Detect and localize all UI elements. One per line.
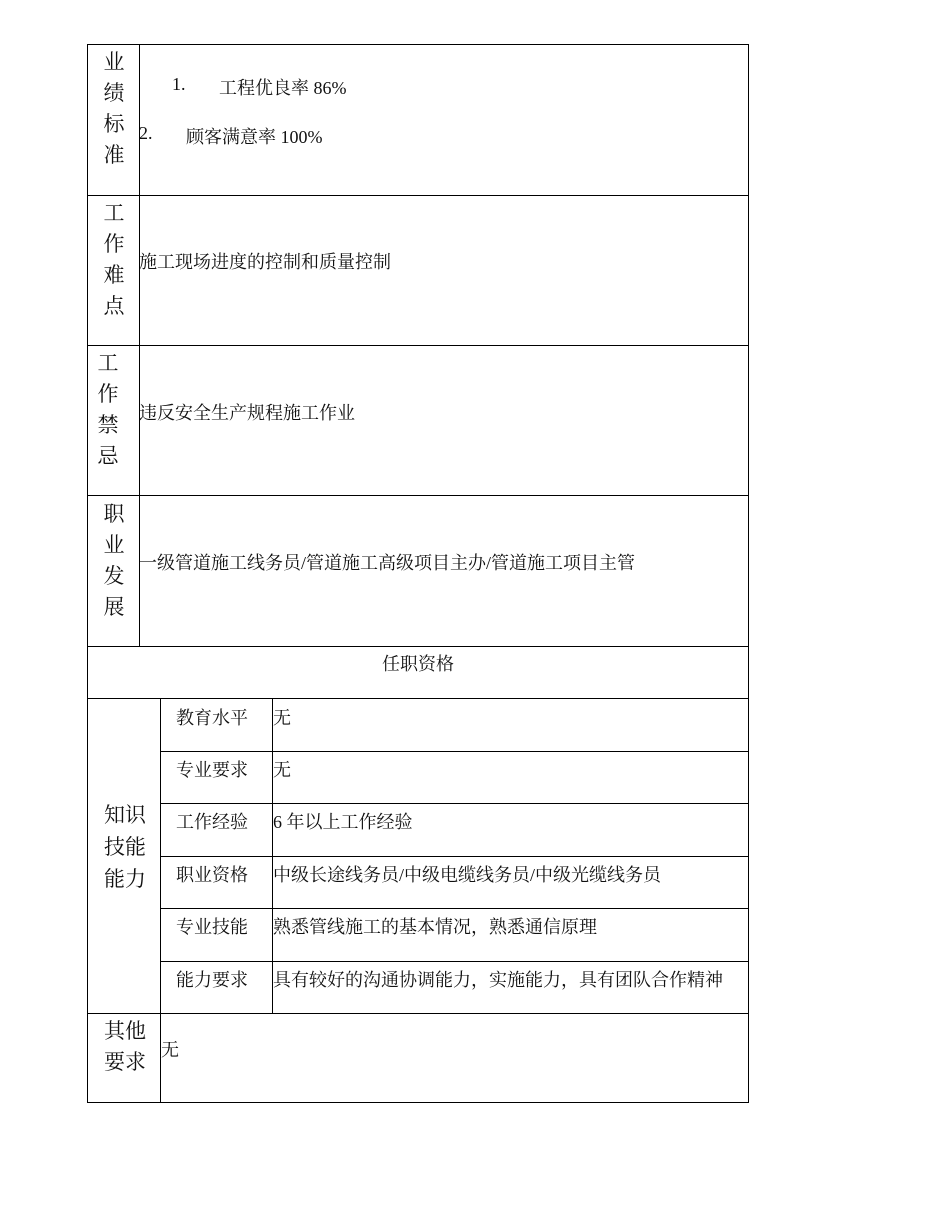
row-label: 职业资格 — [176, 865, 248, 886]
qualifications-group-label: 知识 技能 能力 — [104, 803, 146, 891]
qualifications-header: 任职资格 — [382, 654, 454, 675]
list-item: 顾客满意率 100% — [186, 127, 323, 147]
row-value: 无 — [273, 708, 291, 728]
row-label: 教育水平 — [176, 708, 248, 729]
work-difficulty-label: 工 作 难 点 — [103, 201, 125, 318]
performance-standards-label: 业 绩 标 准 — [103, 50, 125, 167]
row-value: 具有较好的沟通协调能力，实施能力，具有团队合作精神 — [273, 970, 723, 990]
row-value: 无 — [273, 760, 291, 780]
career-development-text: 一级管道施工线务员/管道施工高级项目主办/管道施工项目主管 — [139, 553, 635, 573]
row-value: 6 年以上工作经验 — [273, 812, 413, 832]
row-label: 专业技能 — [176, 917, 248, 938]
work-difficulty-text: 施工现场进度的控制和质量控制 — [139, 252, 391, 272]
row-value: 熟悉管线施工的基本情况，熟悉通信原理 — [273, 917, 597, 937]
career-development-label: 职 业 发 展 — [103, 502, 125, 619]
list-item: 工程优良率 86% — [219, 78, 347, 98]
row-label: 专业要求 — [176, 760, 248, 781]
row-label: 工作经验 — [176, 812, 248, 833]
row-value: 中级长途线务员/中级电缆线务员/中级光缆线务员 — [273, 865, 661, 885]
other-requirements-value: 无 — [161, 1040, 179, 1060]
other-requirements-label: 其他 要求 — [104, 1019, 146, 1074]
row-label: 能力要求 — [176, 970, 248, 991]
work-taboo-text: 违反安全生产规程施工作业 — [139, 403, 355, 423]
work-taboo-label: 工 作 禁 忌 — [97, 351, 119, 468]
list-item-number: 1. — [172, 74, 186, 94]
list-item-number: 2. — [139, 123, 153, 143]
